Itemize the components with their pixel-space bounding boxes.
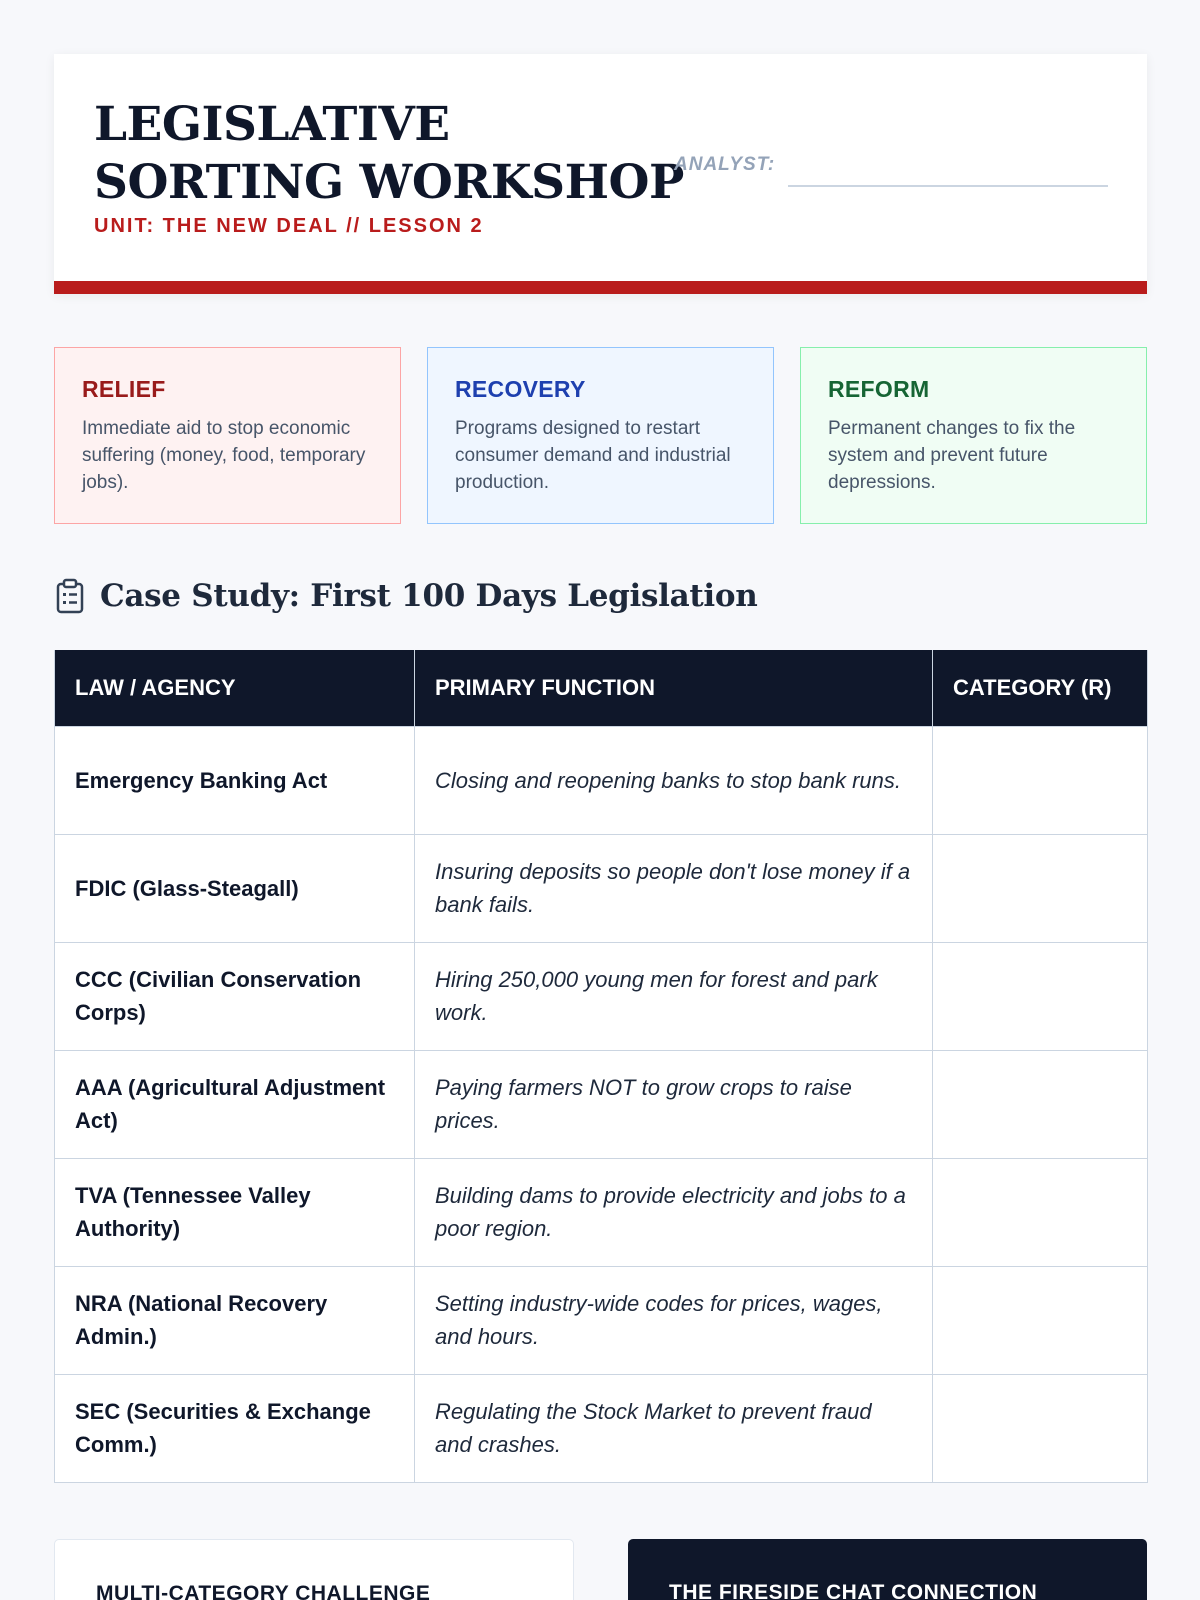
category-answer-cell[interactable] <box>933 1374 1148 1482</box>
category-card-reform <box>800 347 1147 524</box>
fireside-title: THE FIRESIDE CHAT CONNECTION <box>669 1581 1038 1600</box>
law-name: SEC (Securities & Exchange Comm.) <box>55 1374 415 1482</box>
table-row <box>55 726 1148 834</box>
category-name: RELIEF <box>82 376 166 402</box>
law-function: Insuring deposits so people don't lose money if a bank fails. <box>415 834 933 942</box>
law-function: Closing and reopening banks to stop bank runs. <box>415 726 933 834</box>
category-card-relief <box>54 347 401 524</box>
table-header-row <box>55 650 1148 726</box>
category-description: Immediate aid to stop economic suffering (money, food, temporary jobs). <box>82 418 366 493</box>
table-row <box>55 1374 1148 1482</box>
law-name: NRA (National Recovery Admin.) <box>55 1266 415 1374</box>
category-answer-cell[interactable] <box>933 1158 1148 1266</box>
table-row <box>55 1050 1148 1158</box>
category-name: REFORM <box>828 376 930 402</box>
table-row <box>55 1158 1148 1266</box>
category-card-recovery <box>427 347 774 524</box>
unit-subtitle: UNIT: THE NEW DEAL // LESSON 2 <box>94 215 484 237</box>
category-description: Programs designed to restart consumer demand and industrial production. <box>455 418 731 493</box>
category-answer-cell[interactable] <box>933 726 1148 834</box>
legislation-table <box>54 650 1147 1483</box>
case-study-heading <box>54 578 758 614</box>
page-title: LEGISLATIVE SORTING WORKSHOP <box>94 97 684 210</box>
column-header-function: PRIMARY FUNCTION <box>415 650 933 726</box>
category-description: Permanent changes to fix the system and prevent future depressions. <box>828 418 1076 493</box>
table-row <box>55 834 1148 942</box>
law-name: AAA (Agricultural Adjustment Act) <box>55 1050 415 1158</box>
law-name: CCC (Civilian Conservation Corps) <box>55 942 415 1050</box>
column-header-law: LAW / AGENCY <box>55 650 415 726</box>
law-function: Building dams to provide electricity and jobs to a poor region. <box>415 1158 933 1266</box>
worksheet-header <box>54 54 1147 294</box>
category-answer-cell[interactable] <box>933 1050 1148 1158</box>
category-name: RECOVERY <box>455 376 586 402</box>
table-row <box>55 1266 1148 1374</box>
law-function: Regulating the Stock Market to prevent fraud and crashes. <box>415 1374 933 1482</box>
category-answer-cell[interactable] <box>933 942 1148 1050</box>
category-answer-cell[interactable] <box>933 834 1148 942</box>
fireside-chat-card <box>628 1539 1147 1600</box>
table-row <box>55 942 1148 1050</box>
clipboard-icon <box>54 578 86 614</box>
column-header-category: CATEGORY (R) <box>933 650 1148 726</box>
law-name: FDIC (Glass-Steagall) <box>55 834 415 942</box>
challenge-title: MULTI-CATEGORY CHALLENGE <box>96 1582 431 1600</box>
category-answer-cell[interactable] <box>933 1266 1148 1374</box>
law-name: TVA (Tennessee Valley Authority) <box>55 1158 415 1266</box>
analyst-label: ANALYST: <box>674 154 776 175</box>
law-name: Emergency Banking Act <box>55 726 415 834</box>
multi-category-challenge-card <box>54 1539 574 1600</box>
law-function: Hiring 250,000 young men for forest and park work. <box>415 942 933 1050</box>
analyst-name-field[interactable] <box>788 185 1108 187</box>
law-function: Setting industry-wide codes for prices, wages, and hours. <box>415 1266 933 1374</box>
case-study-title: Case Study: First 100 Days Legislation <box>100 578 758 614</box>
law-function: Paying farmers NOT to grow crops to raise prices. <box>415 1050 933 1158</box>
